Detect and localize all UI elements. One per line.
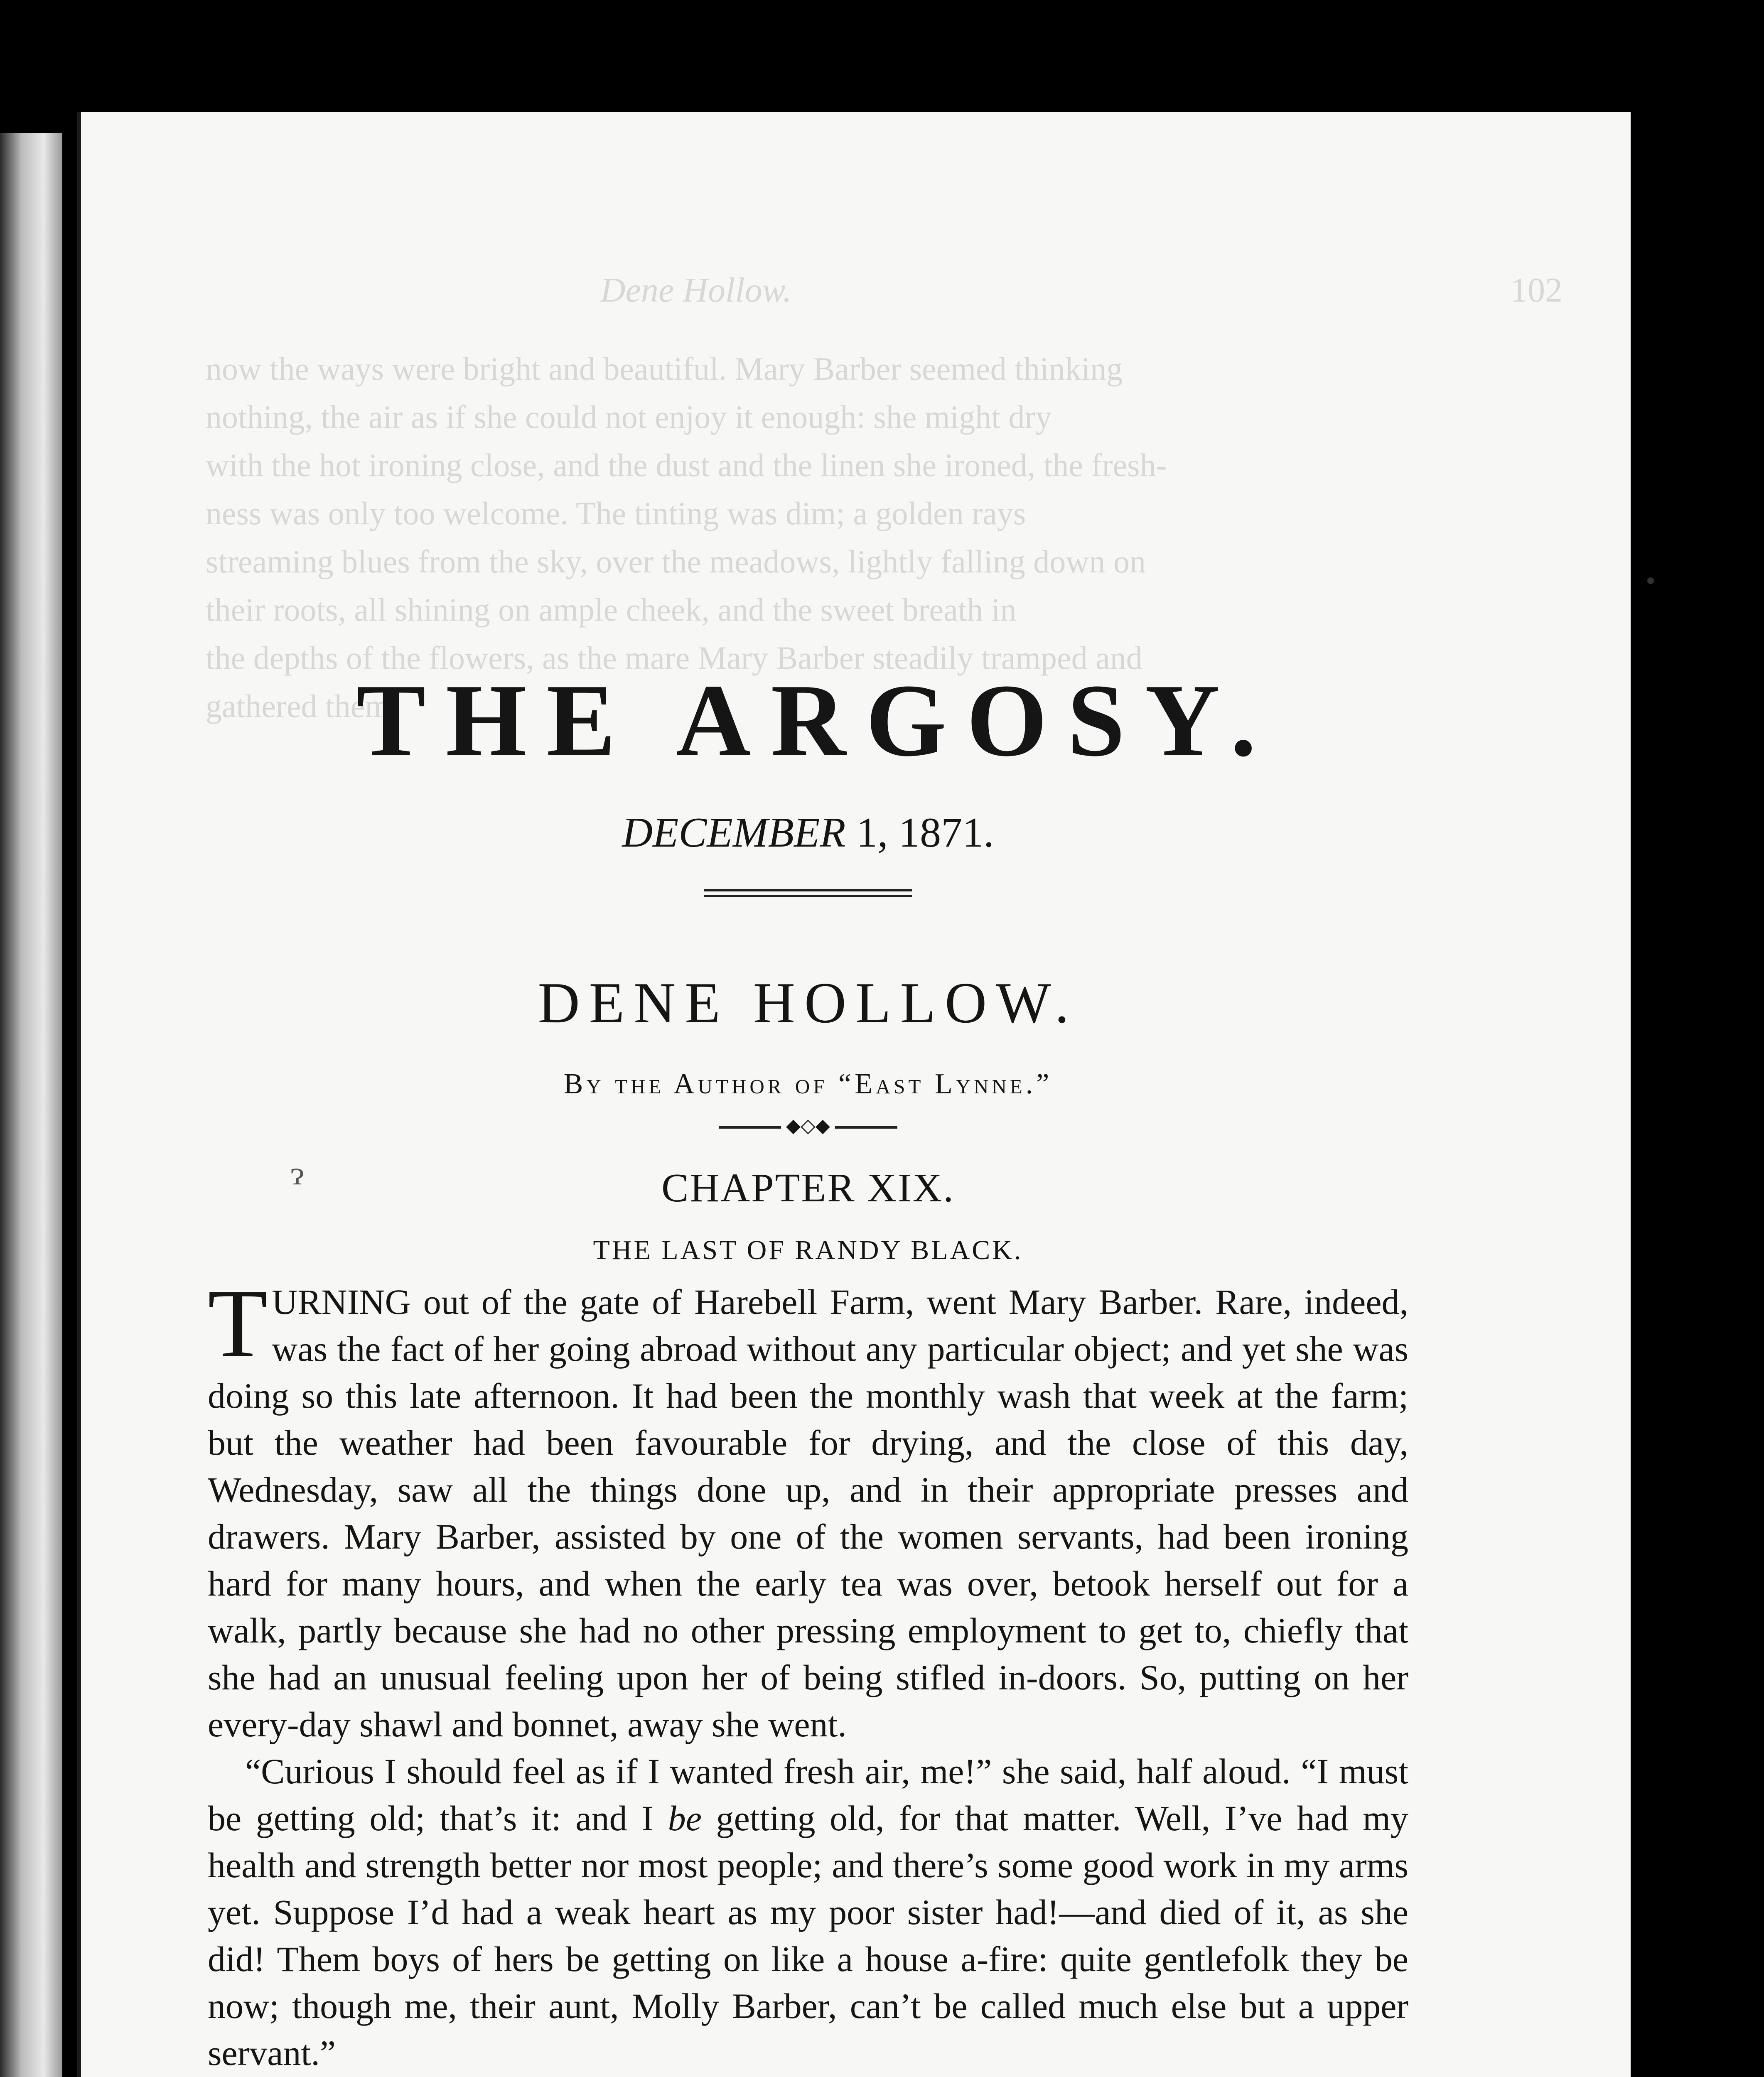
byline: By the Author of “East Lynne.”: [563, 1068, 1053, 1100]
paragraph: [208, 1748, 1408, 2077]
issue-date: [208, 806, 1408, 860]
ghost-page-number: 102: [1510, 271, 1563, 309]
issue-month: DECEMBER: [622, 809, 846, 856]
paragraph: [208, 1269, 1408, 1748]
ornament-rule-left: [719, 1126, 781, 1129]
paragraph-text: URNING out of the gate of Harebell Farm, went Mary Barber. Rare, indeed, was the fact of her going abroad without any particular object; and yet she was doing so this late afternoon. It had been the monthly wash that week at the farm; but the weather had been favourable for drying, and the close of this day, Wednesday, saw all the things done up, and in their appropriate presses and drawers. Mary Barber, assisted by one of the women servants, had been ironing hard for many hours, and when the early tea was over, betook herself out for a walk, partly because she had no other pressing employment to get to, chiefly that she had an unusual feeling upon her of being stifled in-doors. So, putting on her every-day shawl and bonnet, away she went.: [208, 1282, 1408, 1744]
pencil-mark: ɂ: [291, 1155, 304, 1192]
ghost-line: their roots, all shining on ample cheek, and the sweet breath in: [206, 592, 1017, 628]
ornament-icon: ◆◇◆: [786, 1115, 830, 1136]
chapter-heading: CHAPTER XIX.: [661, 1166, 955, 1210]
facing-page-edge: [0, 133, 62, 2077]
ornament-divider: [208, 1117, 1408, 1134]
issue-day-year: 1, 1871.: [856, 809, 994, 856]
drop-cap: T: [208, 1269, 268, 1378]
ghost-line: with the hot ironing close, and the dust and the linen she ironed, the fresh-: [206, 447, 1167, 483]
emphasis-text: be: [668, 1798, 702, 1838]
ghost-line: ness was only too welcome. The tinting was dim; a golden rays: [206, 495, 1026, 531]
double-rule-divider: [704, 889, 912, 897]
ghost-running-head: Dene Hollow.: [600, 271, 792, 309]
ghost-line: gathered them.: [206, 688, 398, 724]
story-title: DENE HOLLOW.: [538, 971, 1079, 1035]
chapter-subtitle: THE LAST OF RANDY BLACK.: [593, 1235, 1023, 1265]
ghost-line: nothing, the air as if she could not enjoy it enough: she might dry: [206, 399, 1052, 435]
ghost-line: streaming blues from the sky, over the meadows, lightly falling down on: [206, 543, 1146, 579]
ghost-line: now the ways were bright and beautiful. Mary Barber seemed thinking: [206, 351, 1123, 387]
article: [208, 660, 1408, 2077]
body-text: [208, 1269, 1408, 2077]
paragraph-text: “Curious I should feel as if I wanted fresh air, me!” she said, half aloud. “I must be getting old; that’s it: and I: [208, 1751, 1408, 1838]
magazine-title: THE ARGOSY.: [356, 663, 1276, 778]
ornament-rule-right: [835, 1126, 897, 1129]
ink-speck: [1647, 577, 1654, 584]
paragraph-text: getting old, for that matter. Well, I’ve had my health and strength better nor most people; and there’s some good work in my arms yet. Suppose I’d had a weak heart as my poor sister had!—and died of it, as she did! Them boys of hers be getting on like a house a-fire: quite gentlefolk they be now; though me, their aunt, Molly Barber, can’t be called much else but a upper servant.”: [208, 1798, 1408, 2073]
ghost-line: the depths of the flowers, as the mare Mary Barber steadily tramped and: [206, 640, 1142, 676]
